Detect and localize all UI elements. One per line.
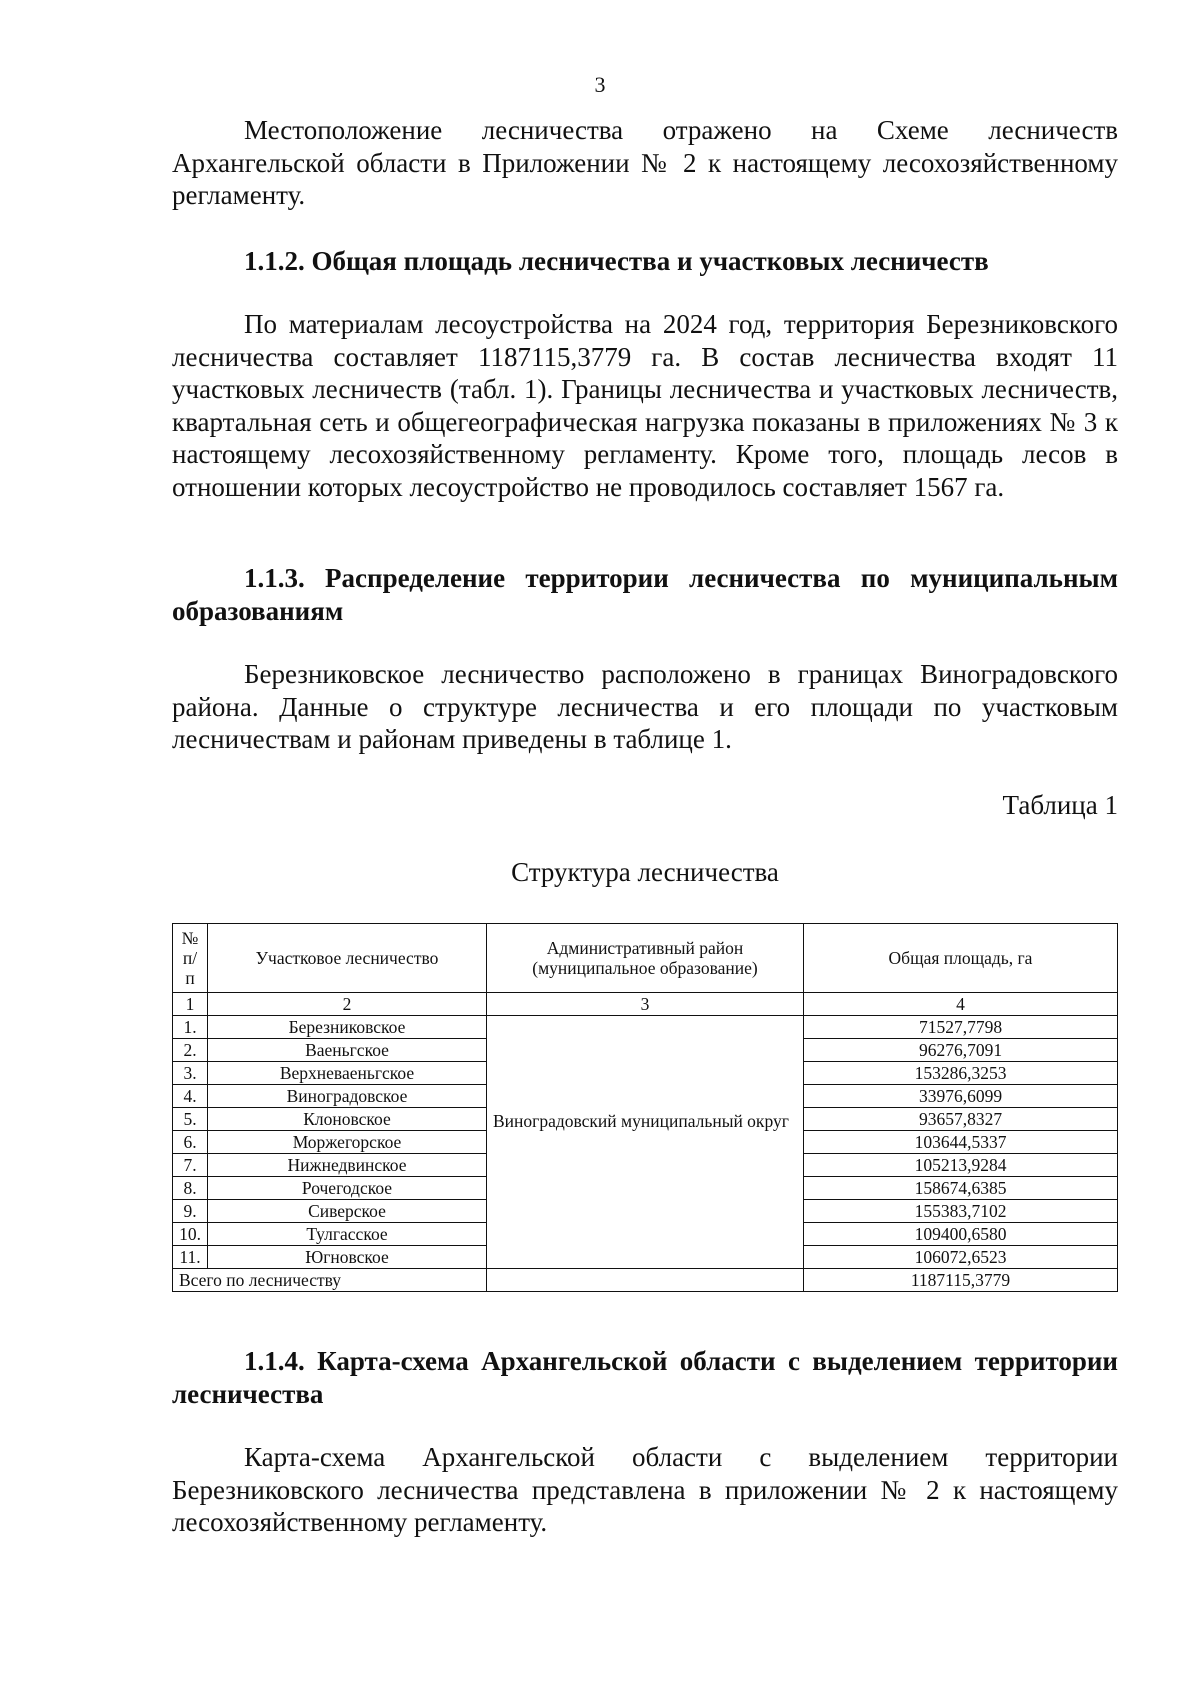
district-cell: Виноградовский муниципальный округ: [487, 1016, 804, 1269]
row-area: 103644,5337: [804, 1131, 1118, 1154]
row-area: 155383,7102: [804, 1200, 1118, 1223]
row-name: Тулгасское: [208, 1223, 487, 1246]
row-area: 105213,9284: [804, 1154, 1118, 1177]
row-area: 33976,6099: [804, 1085, 1118, 1108]
column-number: 2: [208, 993, 487, 1016]
paragraph-map: Карта-схема Архангельской области с выделением территории Березниковского лесничества представлена в приложении № 2 к настоящему лесохозяйственному регламенту.: [172, 1442, 1118, 1537]
header-area: Общая площадь, га: [804, 924, 1118, 993]
row-area: 109400,6580: [804, 1223, 1118, 1246]
column-number: 4: [804, 993, 1118, 1016]
header-number: № п/ п: [173, 924, 208, 993]
table-total-row: [173, 1269, 1118, 1292]
paragraph-distribution: Березниковское лесничество расположено в границах Виноградовского района. Данные о структуре лесничества и его площади по участковым лесничествам и районам приведены в таблице 1.: [172, 659, 1118, 754]
header-district: Административный район (муниципальное образование): [487, 924, 804, 993]
structure-table: [172, 923, 1118, 1292]
table-label: Таблица 1: [1002, 790, 1118, 820]
row-name: Нижнедвинское: [208, 1154, 487, 1177]
total-area: 1187115,3779: [804, 1269, 1118, 1292]
row-number: 5.: [173, 1108, 208, 1131]
table-title: Структура лесничества: [511, 857, 779, 887]
row-number: 7.: [173, 1154, 208, 1177]
row-name: Моржегорское: [208, 1131, 487, 1154]
column-number-row: [173, 993, 1118, 1016]
paragraph-area: По материалам лесоустройства на 2024 год, территория Березниковского лесничества составляет 1187115,3779 га. В состав лесничества входят 11 участковых лесничеств (табл. 1). Границы лесничества и участковых лесничеств, квартальная сеть и общегеографическая нагрузка показаны в приложениях № 3 к настоящему лесохозяйственному регламенту. Кроме того, площадь лесов в отношении которых лесоустройство не проводилось составляет 1567 га.: [172, 309, 1118, 502]
heading-1-1-4: 1.1.4. Карта-схема Архангельской области с выделением территории лесничества: [172, 1346, 1118, 1409]
row-number: 2.: [173, 1039, 208, 1062]
total-empty-cell: [487, 1269, 804, 1292]
table-header-row: [173, 924, 1118, 993]
column-number: 1: [173, 993, 208, 1016]
row-number: 4.: [173, 1085, 208, 1108]
page-number: 3: [594, 72, 606, 97]
row-number: 3.: [173, 1062, 208, 1085]
row-area: 96276,7091: [804, 1039, 1118, 1062]
row-name: Виноградовское: [208, 1085, 487, 1108]
row-name: Березниковское: [208, 1016, 487, 1039]
row-name: Югновское: [208, 1246, 487, 1269]
heading-1-1-2: 1.1.2. Общая площадь лесничества и участковых лесничеств: [244, 246, 989, 276]
row-name: Сиверское: [208, 1200, 487, 1223]
column-number: 3: [487, 993, 804, 1016]
row-number: 11.: [173, 1246, 208, 1269]
row-name: Ваеньгское: [208, 1039, 487, 1062]
row-area: 158674,6385: [804, 1177, 1118, 1200]
total-label: Всего по лесничеству: [173, 1269, 487, 1292]
row-number: 6.: [173, 1131, 208, 1154]
row-number: 9.: [173, 1200, 208, 1223]
paragraph-location: Местоположение лесничества отражено на Схеме лесничеств Архангельской области в Приложении № 2 к настоящему лесохозяйственному регламенту.: [172, 115, 1118, 210]
heading-1-1-3: 1.1.3. Распределение территории лесничества по муниципальным образованиям: [172, 563, 1118, 626]
row-number: 10.: [173, 1223, 208, 1246]
row-number: 1.: [173, 1016, 208, 1039]
row-area: 153286,3253: [804, 1062, 1118, 1085]
row-area: 106072,6523: [804, 1246, 1118, 1269]
header-forestry: Участковое лесничество: [208, 924, 487, 993]
row-name: Рочегодское: [208, 1177, 487, 1200]
row-number: 8.: [173, 1177, 208, 1200]
row-area: 71527,7798: [804, 1016, 1118, 1039]
table-row: [173, 1016, 1118, 1039]
row-name: Клоновское: [208, 1108, 487, 1131]
row-area: 93657,8327: [804, 1108, 1118, 1131]
row-name: Верхневаеньгское: [208, 1062, 487, 1085]
